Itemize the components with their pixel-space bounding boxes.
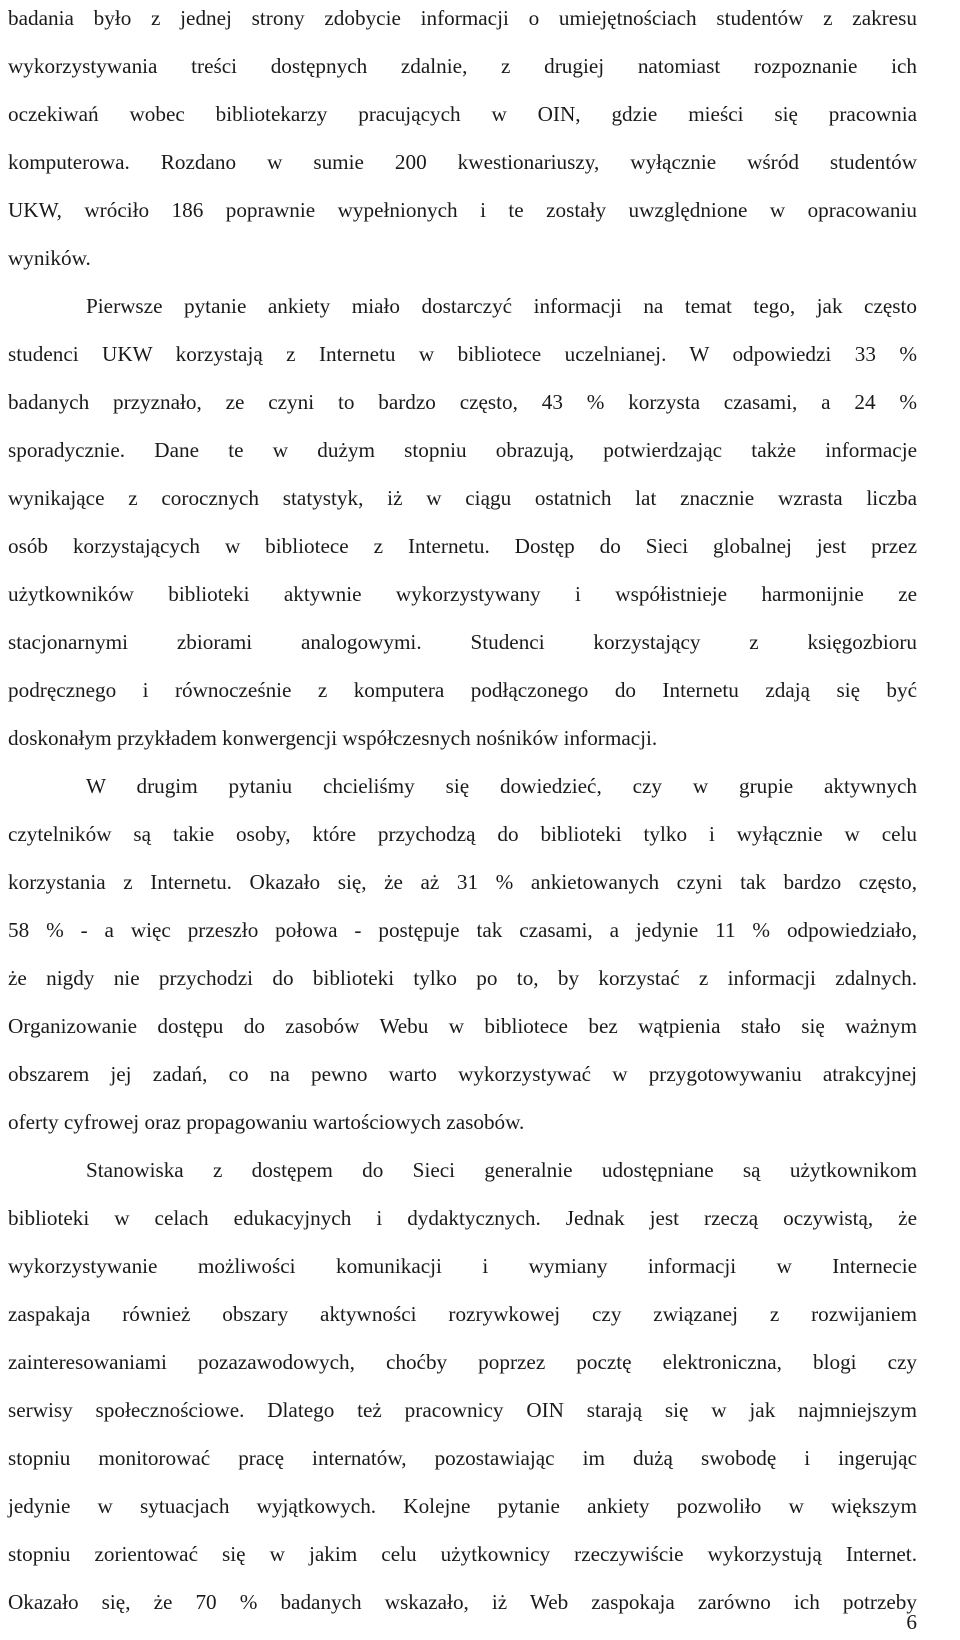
paragraph-first-line: Pierwsze pytanie ankiety miało dostarczyć informacji na temat tego, jak często <box>86 294 917 318</box>
text-line: badanych przyznało, ze czyni to bardzo często, 43 % korzysta czasami, a 24 % <box>8 390 917 414</box>
text-line: wykorzystywania treści dostępnych zdalnie, z drugiej natomiast rozpoznanie ich <box>8 54 917 78</box>
text-line: stacjonarnymi zbiorami analogowymi. Studenci korzystający z księgozbioru <box>8 630 917 654</box>
text-line: oczekiwań wobec bibliotekarzy pracujących w OIN, gdzie mieści się pracownia <box>8 102 917 126</box>
text-line: podręcznego i równocześnie z komputera podłączonego do Internetu zdają się być <box>8 678 917 702</box>
text-line: stopniu monitorować pracę internatów, pozostawiając im dużą swobodę i ingerując <box>8 1446 917 1470</box>
text-line: korzystania z Internetu. Okazało się, że aż 31 % ankietowanych czyni tak bardzo często, <box>8 870 917 894</box>
text-line: że nigdy nie przychodzi do biblioteki tylko po to, by korzystać z informacji zdalnych. <box>8 966 917 990</box>
paragraph-first-line: Stanowiska z dostępem do Sieci generalnie udostępniane są użytkownikom <box>86 1158 917 1182</box>
text-line: wynikające z corocznych statystyk, iż w ciągu ostatnich lat znacznie wzrasta liczba <box>8 486 917 510</box>
text-line: stopniu zorientować się w jakim celu użytkownicy rzeczywiście wykorzystują Internet. <box>8 1542 917 1566</box>
text-line: biblioteki w celach edukacyjnych i dydaktycznych. Jednak jest rzeczą oczywistą, że <box>8 1206 917 1230</box>
text-line: serwisy społecznościowe. Dlatego też pracownicy OIN starają się w jak najmniejszym <box>8 1398 917 1422</box>
text-line: wykorzystywanie możliwości komunikacji i wymiany informacji w Internecie <box>8 1254 917 1278</box>
paragraph-first-line: W drugim pytaniu chcieliśmy się dowiedzieć, czy w grupie aktywnych <box>86 774 917 798</box>
text-line: 58 % - a więc przeszło połowa - postępuje tak czasami, a jedynie 11 % odpowiedziało, <box>8 918 917 942</box>
text-line: oferty cyfrowej oraz propagowaniu wartościowych zasobów. <box>8 1110 525 1134</box>
text-line: Okazało się, że 70 % badanych wskazało, iż Web zaspokaja zarówno ich potrzeby <box>8 1590 917 1614</box>
document-page <box>8 2 917 1640</box>
text-line: badania było z jednej strony zdobycie informacji o umiejętnościach studentów z zakresu <box>8 6 917 30</box>
text-line: Organizowanie dostępu do zasobów Webu w bibliotece bez wątpienia stało się ważnym <box>8 1014 917 1038</box>
text-line: użytkowników biblioteki aktywnie wykorzystywany i współistnieje harmonijnie ze <box>8 582 917 606</box>
text-line: obszarem jej zadań, co na pewno warto wykorzystywać w przygotowywaniu atrakcyjnej <box>8 1062 917 1086</box>
text-line: UKW, wróciło 186 poprawnie wypełnionych i te zostały uwzględnione w opracowaniu <box>8 198 917 222</box>
text-line: czytelników są takie osoby, które przychodzą do biblioteki tylko i wyłącznie w celu <box>8 822 917 846</box>
text-line: doskonałym przykładem konwergencji współczesnych nośników informacji. <box>8 726 658 750</box>
text-line: sporadycznie. Dane te w dużym stopniu obrazują, potwierdzając także informacje <box>8 438 917 462</box>
text-line: komputerowa. Rozdano w sumie 200 kwestionariuszy, wyłącznie wśród studentów <box>8 150 917 174</box>
text-line: studenci UKW korzystają z Internetu w bibliotece uczelnianej. W odpowiedzi 33 % <box>8 342 917 366</box>
text-line: zainteresowaniami pozazawodowych, choćby poprzez pocztę elektroniczna, blogi czy <box>8 1350 917 1374</box>
text-line: wyników. <box>8 246 91 270</box>
text-line: zaspakaja również obszary aktywności rozrywkowej czy związanej z rozwijaniem <box>8 1302 917 1326</box>
text-line: jedynie w sytuacjach wyjątkowych. Kolejne pytanie ankiety pozwoliło w większym <box>8 1494 917 1518</box>
page-number: 6 <box>906 1610 917 1634</box>
text-line: osób korzystających w bibliotece z Internetu. Dostęp do Sieci globalnej jest przez <box>8 534 917 558</box>
